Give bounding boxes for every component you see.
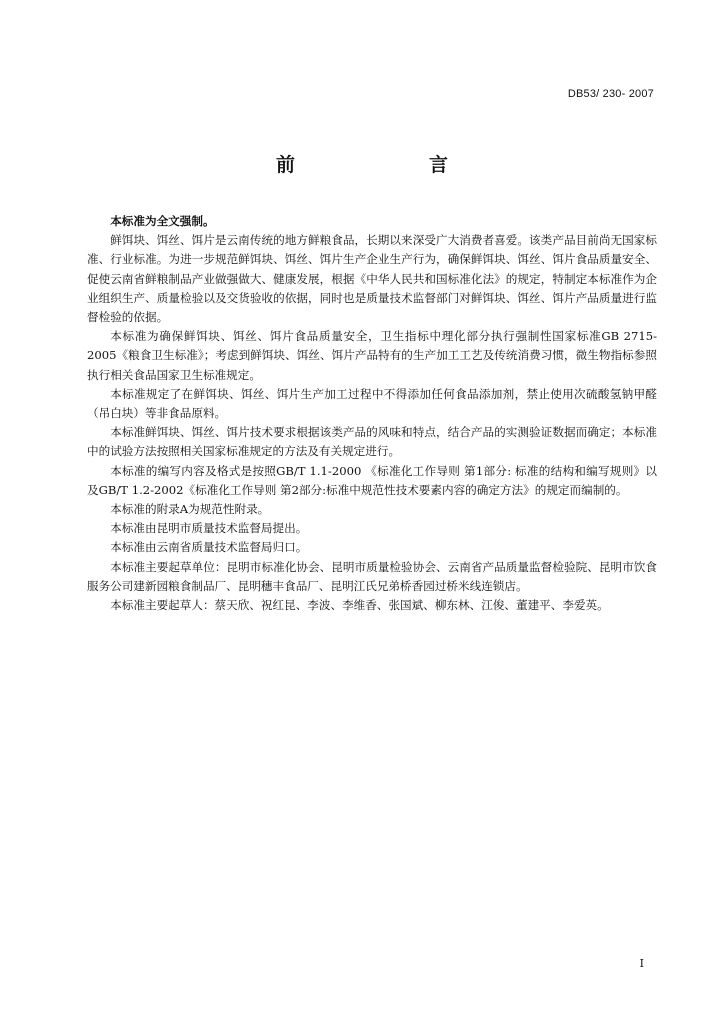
page-title: 前 言 [275, 154, 480, 176]
paragraph-appendix: 本标准的附录A为规范性附录。 [110, 502, 270, 517]
paragraph-hygiene-indicators: 本标准为确保鲜饵块、饵丝、饵片食品质量安全，卫生指标中理化部分执行强制性国家标准GB 2715-2005《粮食卫生标准》；考虑到鲜饵块、饵丝、饵片产品特有的生产加工工艺及传统消费习惯，微生物指标参照执行相关食品国家卫生标准规定。 [87, 329, 657, 382]
paragraph-drafting-format: 本标准的编写内容及格式是按照GB/T 1.1-2000 《标准化工作导则 第1部分: 标准的结构和编写规则》以及GB/T 1.2-2002《标准化工作导则 第2部分:标准中规范性技术要素内容的确定方法》的规定而编制的。 [87, 463, 657, 497]
paragraph-drafting-units: 本标准主要起草单位：昆明市标准化协会、昆明市质量检验协会、云南省产品质量监督检验院、昆明市饮食服务公司建新园粮食制品厂、昆明穗丰食品厂、昆明江氏兄弟桥香园过桥米线连锁店。 [87, 559, 657, 593]
foreword-body [87, 212, 657, 615]
paragraph-drafters: 本标准主要起草人：蔡天欣、祝红昆、李波、李维香、张国斌、柳东林、江俊、董建平、李爱英。 [110, 598, 609, 613]
paragraph-technical-requirements: 本标准鲜饵块、饵丝、饵片技术要求根据该类产品的风味和特点，结合产品的实测验证数据而确定；本标准中的试验方法按照相关国家标准规定的方法及有关规定进行。 [87, 425, 657, 459]
paragraph-mandatory-statement: 本标准为全文强制。 [110, 214, 215, 228]
paragraph-additives: 本标准规定了在鲜饵块、饵丝、饵片生产加工过程中不得添加任何食品添加剂，禁止使用次硫酸氢钠甲醛（吊白块）等非食品原料。 [87, 386, 657, 421]
paragraph-background: 鲜饵块、饵丝、饵片是云南传统的地方鲜粮食品，长期以来深受广大消费者喜爱。该类产品目前尚无国家标准、行业标准。为进一步规范鲜饵块、饵丝、饵片生产企业生产行为，确保鲜饵块、饵丝、饵片食品质量安全、促使云南省鲜粮制品产业做强做大、健康发展，根据《中华人民共和国标准化法》的规定，特制定本标准作为企业组织生产、质量检验以及交货验收的依据，同时也是质量技术监督部门对鲜饵块、饵丝、饵片产品质量进行监督检验的依据。 [87, 233, 657, 325]
paragraph-proposed-by: 本标准由昆明市质量技术监督局提出。 [110, 521, 308, 536]
standard-code: DB53/ 230- 2007 [567, 88, 654, 100]
page-number: I [639, 957, 644, 970]
paragraph-centralized-by: 本标准由云南省质量技术监督局归口。 [110, 540, 308, 555]
